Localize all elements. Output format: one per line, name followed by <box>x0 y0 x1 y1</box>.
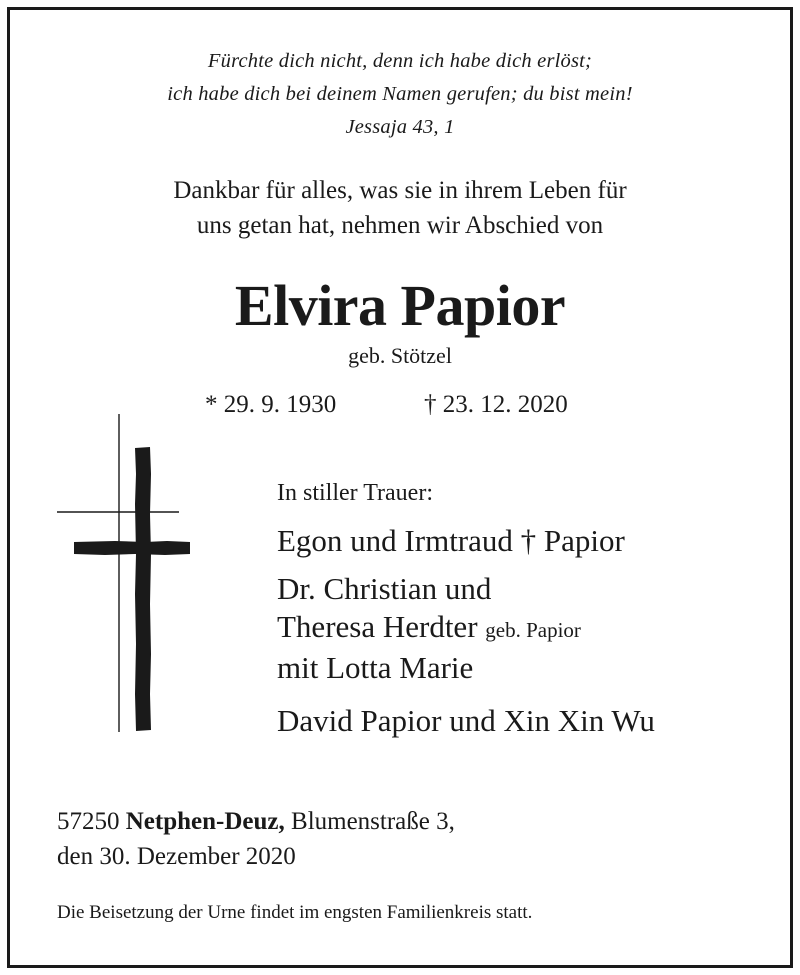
mourner-line-4: mit Lotta Marie <box>277 650 474 685</box>
address-line <box>57 808 455 836</box>
mourners-heading: In stiller Trauer: <box>277 480 433 506</box>
intro-line-1: Dankbar für alles, was sie in ihrem Leben für <box>173 177 627 204</box>
verse-line-1: Fürchte dich nicht, denn ich habe dich erlöst; <box>207 50 593 72</box>
mourner-line-3-geb: geb. Papior <box>485 618 581 642</box>
verse-reference: Jessaja 43, 1 <box>345 116 455 138</box>
mourner-line-3-name: Theresa Herdter <box>277 609 478 644</box>
address-date: den 30. Dezember 2020 <box>57 843 296 870</box>
death-date: † 23. 12. 2020 <box>424 391 568 418</box>
mourner-line-3 <box>277 609 581 645</box>
verse-line-2: ich habe dich bei deinem Namen gerufen; du bist mein! <box>167 83 633 105</box>
intro-line-2: uns getan hat, nehmen wir Abschied von <box>196 212 604 239</box>
mourner-line-2: Dr. Christian und <box>277 571 492 606</box>
address-zip: 57250 <box>57 808 120 835</box>
birth-date: * 29. 9. 1930 <box>205 391 337 418</box>
burial-note: Die Beisetzung der Urne findet im engsten Familienkreis statt. <box>57 902 533 923</box>
address-town: Netphen-Deuz, <box>125 808 285 835</box>
cross-icon <box>55 414 195 734</box>
deceased-name: Elvira Papior <box>234 273 566 338</box>
address-street: Blumenstraße 3, <box>291 808 455 835</box>
mourner-line-5: David Papior und Xin Xin Wu <box>277 703 655 738</box>
maiden-name: geb. Stötzel <box>348 343 452 368</box>
mourner-line-1: Egon und Irmtraud † Papior <box>277 523 625 558</box>
